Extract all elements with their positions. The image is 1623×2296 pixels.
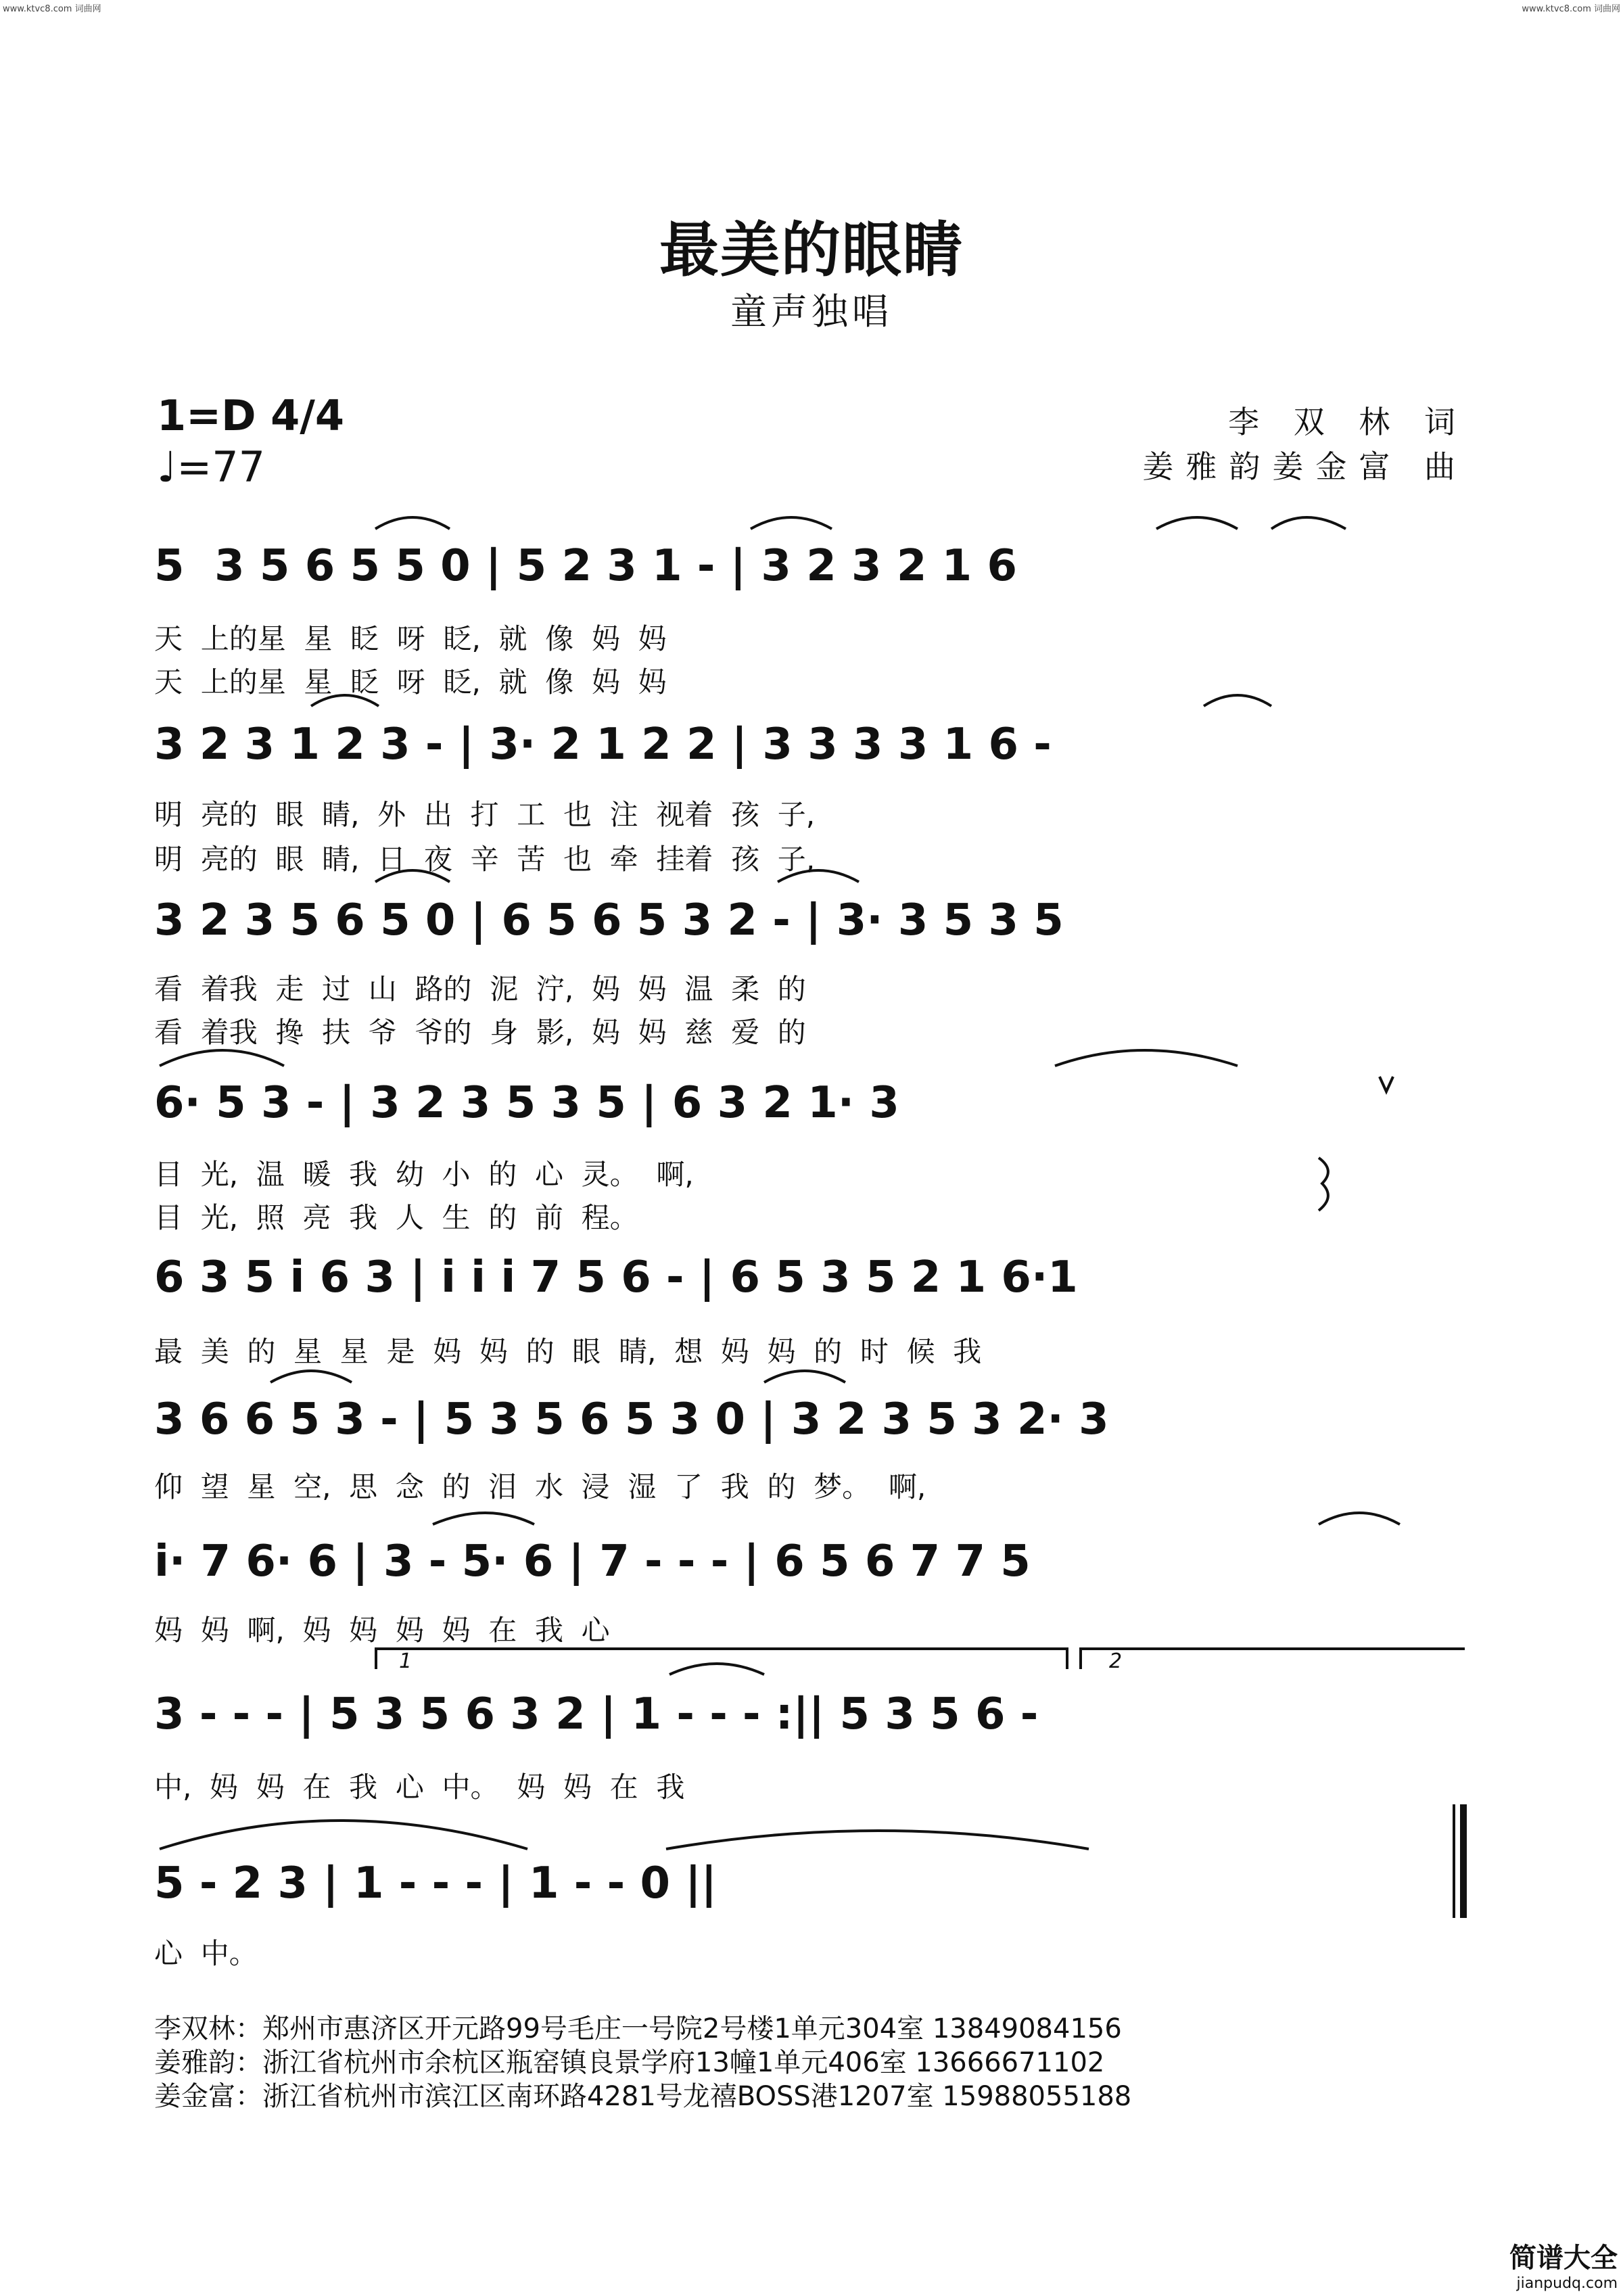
- slur: [1156, 517, 1238, 529]
- slur: [778, 870, 859, 882]
- lyric-line: 最 美 的 星 星 是 妈 妈 的 眼 睛, 想 妈 妈 的 时 候 我: [154, 1335, 982, 1368]
- volta-2-bracket: [1081, 1649, 1465, 1669]
- lyricist-credit: 李 双 林 词: [1228, 404, 1467, 440]
- slur: [1319, 1513, 1400, 1524]
- lyric-line-verse1: 目 光, 温 暖 我 幼 小 的 心 灵。 啊,: [154, 1158, 694, 1191]
- tempo-marking: ♩=77: [157, 442, 266, 492]
- slur: [433, 1513, 534, 1524]
- song-subtitle: 童声独唱: [730, 290, 893, 333]
- slur: [160, 1050, 284, 1066]
- lyric-line: 心 中。: [154, 1937, 258, 1970]
- lyric-line-verse1: 看 着我 走 过 山 路的 泥 泞, 妈 妈 温 柔 的: [154, 973, 806, 1006]
- contact-address: 李双林：郑州市惠济区开元路99号毛庄一号院2号楼1单元304室 13849084156: [154, 2013, 1122, 2044]
- slur: [375, 517, 450, 529]
- lyric-line-verse2: 目 光, 照 亮 我 人 生 的 前 程。: [154, 1201, 638, 1234]
- slur: [1271, 517, 1346, 529]
- lyric-line-verse2: 天 上的星 星 眨 呀 眨, 就 像 妈 妈: [154, 665, 667, 699]
- notation-line: 5 - 2 3 | 1 - - - | 1 - - 0 ||: [154, 1858, 717, 1908]
- song-title: 最美的眼睛: [659, 215, 964, 285]
- notation-line: 3 2 3 1 2 3 - | 3· 2 1 2 2 | 3 3 3 3 1 6 -: [154, 720, 1052, 770]
- composer-credit: 姜雅韵姜金富 曲: [1142, 448, 1467, 485]
- slur: [764, 1371, 845, 1382]
- verse-brace: [1319, 1158, 1328, 1211]
- notation-line: 6· 5 3 - | 3 2 3 5 3 5 | 6 3 2 1· 3: [154, 1078, 899, 1128]
- slur: [669, 1664, 764, 1674]
- lyric-line: 中, 妈 妈 在 我 心 中。 妈 妈 在 我: [154, 1771, 685, 1804]
- logo-name: 简谱大全: [1509, 2243, 1618, 2274]
- breath-mark: [1380, 1077, 1393, 1092]
- notation-line: i· 7 6· 6 | 3 - 5· 6 | 7 - - - | 6 5 6 7 7 5: [154, 1537, 1031, 1587]
- notation-line: 3 2 3 5 6 5 0 | 6 5 6 5 3 2 - | 3· 3 5 3 5: [154, 895, 1064, 945]
- slur: [1055, 1050, 1238, 1066]
- slur: [270, 1371, 352, 1382]
- contact-address: 姜金富：浙江省杭州市滨江区南环路4281号龙禧BOSS港1207室 15988055188: [154, 2081, 1132, 2112]
- lyric-line-verse1: 天 上的星 星 眨 呀 眨, 就 像 妈 妈: [154, 622, 667, 655]
- volta-2-label: 2: [1109, 1649, 1123, 1673]
- lyric-line-verse2: 看 着我 搀 扶 爷 爷的 身 影, 妈 妈 慈 爱 的: [154, 1016, 806, 1049]
- slur: [311, 695, 379, 706]
- slur: [666, 1831, 1089, 1849]
- watermark-right: www.ktvc8.com 词曲网: [1522, 4, 1620, 14]
- volta-1-bracket: [376, 1649, 1067, 1669]
- contact-address: 姜雅韵：浙江省杭州市余杭区瓶窑镇良景学府13幢1单元406室 13666671102: [154, 2047, 1105, 2078]
- notation-line: 3 6 6 5 3 - | 5 3 5 6 5 3 0 | 3 2 3 5 3 2· 3: [154, 1395, 1109, 1445]
- notation-line: 6 3 5 i 6 3 | i i i 7 5 6 - | 6 5 3 5 2 1 6·1: [154, 1252, 1078, 1303]
- notation-line: 3 - - - | 5 3 5 6 3 2 | 1 - - - :|| 5 3 5 6 -: [154, 1689, 1039, 1739]
- volta-1-label: 1: [399, 1649, 413, 1673]
- slur: [375, 870, 450, 882]
- slur: [751, 517, 832, 529]
- site-logo: [1509, 2236, 1618, 2292]
- notation-line: 5 3 5 6 5 5 0 | 5 2 3 1 - | 3 2 3 2 1 6: [154, 541, 1017, 591]
- slur: [1204, 695, 1271, 706]
- lyric-line: 妈 妈 啊, 妈 妈 妈 妈 在 我 心: [154, 1614, 610, 1647]
- lyric-line-verse1: 明 亮的 眼 睛, 外 出 打 工 也 注 视着 孩 子,: [154, 798, 816, 831]
- lyric-line-verse2: 明 亮的 眼 睛, 日 夜 辛 苦 也 牵 挂着 孩 子,: [154, 843, 816, 876]
- logo-url: jianpudq.com: [1516, 2275, 1618, 2292]
- slur: [160, 1821, 527, 1849]
- key-signature: 1=D 4/4: [157, 391, 345, 440]
- watermark-left: www.ktvc8.com 词曲网: [3, 4, 101, 14]
- lyric-line: 仰 望 星 空, 思 念 的 泪 水 浸 湿 了 我 的 梦。 啊,: [154, 1470, 926, 1503]
